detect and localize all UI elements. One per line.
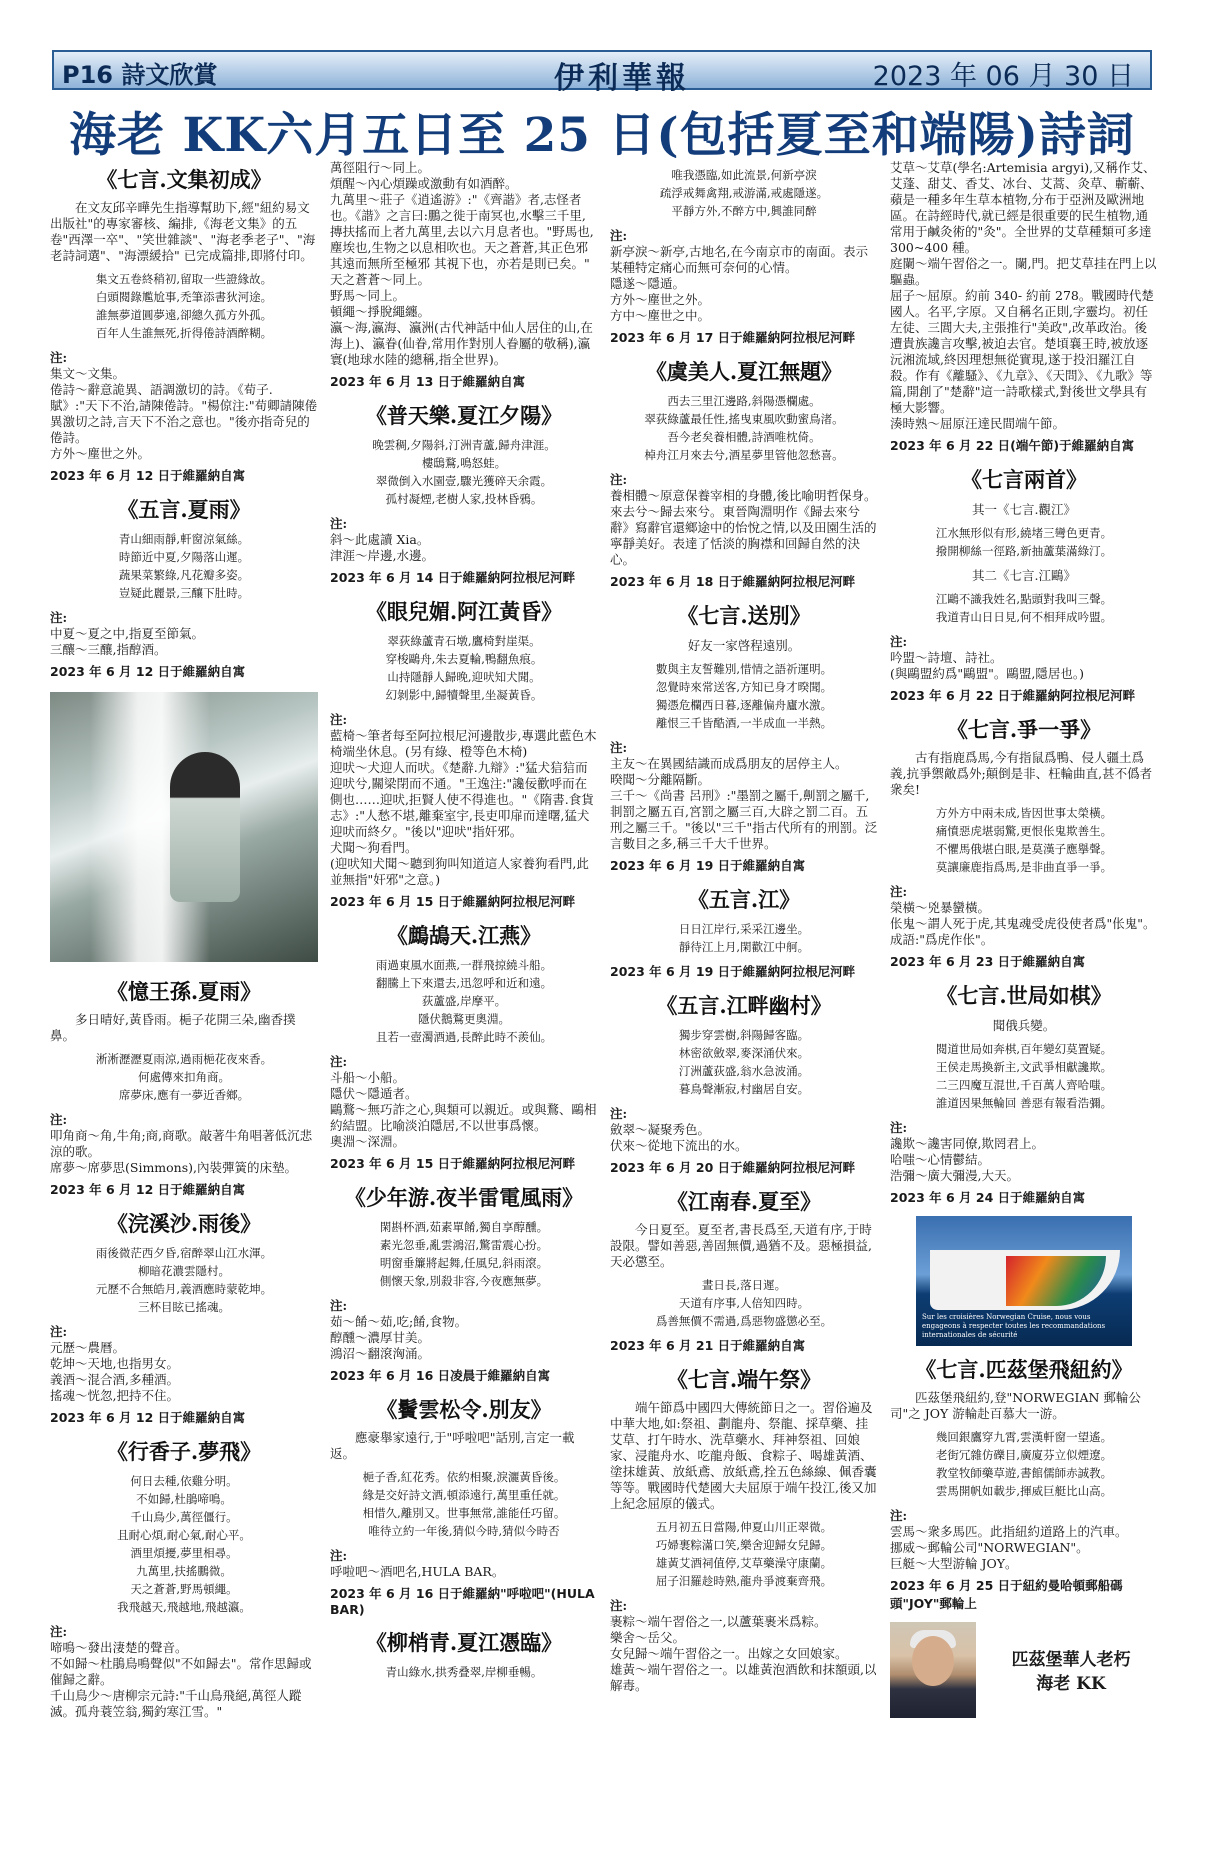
figure-shape (170, 752, 240, 902)
poem (610, 920, 878, 956)
article-title: 《虞美人.夏江無題》 (645, 359, 843, 384)
article (330, 1627, 598, 1681)
note: 茹～餚～茹,吃;餚,食物。 (330, 1314, 468, 1329)
note: (與鷗盟約爲"鷗盟"。鷗盟,隱居也。) (890, 666, 1084, 681)
poem-line: 江水無形似有形,繞堵三彎色更青。 (935, 526, 1113, 540)
article-subtitle: 其二《七言.江鷗》 (972, 568, 1076, 583)
article-title: 《七言.匹茲堡飛紐約》 (915, 1357, 1133, 1382)
note: 伏來～從地下流出的水。 (610, 1138, 748, 1153)
note: 裹粽～端午習俗之一,以蘆葉裹米爲粽。 (610, 1614, 827, 1629)
article (330, 1182, 598, 1384)
poem-line: 二三四魔互混世,千百萬人齊哈嗤。 (935, 1078, 1113, 1092)
article-date: 2023 年 6 月 16 日于維羅納"呼啦吧"(HULA BAR) (330, 1586, 595, 1617)
poem (890, 590, 1158, 626)
author-line: 匹茲堡華人老朽 (1011, 1650, 1131, 1670)
poem-line: 莫讓廉鹿指爲馬,是非曲直爭一爭。 (935, 860, 1113, 874)
note: 女兒歸～端午習俗之一。出嫁之女回娘家。 (610, 1646, 848, 1661)
note: 吟盟～詩壇、詩社。 (890, 650, 1003, 665)
poem-line: 幻剝影中,歸犢聲里,坐凝黃昏。 (385, 688, 543, 702)
page-headline: 海老 KK六月五日至 25 日(包括夏至和端陽)詩詞 (69, 108, 1135, 158)
note: 養相體～原意保養宰相的身體,後比喻明哲保身。 (610, 488, 877, 503)
poem-line: 晝日長,落日遲。 (701, 1278, 787, 1292)
article-date: 2023 年 6 月 18 日于維羅納阿拉根尼河畔 (610, 574, 856, 589)
poem-line: 青山細雨靜,軒窗涼氣絲。 (118, 532, 250, 546)
note: 樂舍～岳父。 (610, 1630, 686, 1645)
poem-line: 雲馬開帆如載步,揮威巨艇比山高。 (935, 1484, 1113, 1498)
note: 天之蒼蒼～同上。 (330, 272, 431, 287)
poem (610, 1518, 878, 1590)
article (890, 464, 1158, 704)
article-date: 2023 年 6 月 14 日于維羅納阿拉根尼河畔 (330, 570, 576, 585)
note: 方外～塵世之外。 (50, 446, 151, 461)
poem-line: 五月初五日當陽,伸夏山川正翠微。 (655, 1520, 833, 1534)
poem (610, 1026, 878, 1098)
poem-line: 千山鳥少,萬徑僵行。 (130, 1510, 238, 1524)
note: 倦詩～辭意詭異、語調激切的詩。《荀子.賦》:"天下不治,請陳倦詩。"楊倞注:"荀卿請陳倦異激切之詩,言天下不治之意也。"後亦指奇兒的倦詩。 (50, 382, 318, 445)
poem-line: 梔子香,紅花秀。依約相聚,淚灑黃昏後。 (362, 1470, 566, 1484)
note: 鷗鶩～無巧詐之心,與類可以親近。或與鶩、鷗相約結盟。比喻淡泊隱居,不以世事爲懷。 (330, 1102, 597, 1133)
article (610, 1186, 878, 1354)
poem-line: 林密欲斂翠,麥深涌伏來。 (678, 1046, 810, 1060)
note: 席夢～席夢思(Simmons),內裝彈簧的床墊。 (50, 1160, 297, 1175)
page-banner (52, 50, 1152, 96)
poem-line: 素光忽垂,亂雲鴻沼,驚雷震心扮。 (379, 1238, 549, 1252)
note: 萬徑阻行～同上。 (330, 160, 431, 175)
article-date: 2023 年 6 月 20 日于維羅納阿拉根尼河畔 (610, 1160, 856, 1175)
author-photo (890, 1622, 976, 1718)
poem-line: 翠荻綠蘆青石墩,鷹椅對崖渠。 (387, 634, 541, 648)
notes-label: 注: (890, 884, 908, 899)
poem-line: 樓鴟鶩,鳴怒蛙。 (421, 456, 507, 470)
notes-label: 注: (330, 1054, 348, 1069)
poem (890, 1428, 1158, 1500)
note: 迎吠～犬迎人而吠。《楚辭.九辯》:"猛犬狺狺而迎吠兮,關梁閉而不通。"王逸注:"讒佞歡呼而在側也……迎吠,拒賢人使不得進也。"《隋書.食貨志》:"人愁不堪,離棄室宇,長吏叩扉而達曙,猛犬迎吠而終夕。"後以"迎吠"指奸邪。 (330, 760, 594, 839)
note: 九萬里～莊子《逍遙游》:"《齊諧》者,志怪者也。《諧》之言曰:鵬之徙于南冥也,水擊三千里,摶扶搖而上者九萬里,去以六月息者也。"野馬也,塵埃也,生物之以息相吹也。天之蒼蒼,其正色邪 其遠而無所至極邪 其視下也，亦若是則已矣。" (330, 192, 594, 271)
notes-label: 注: (50, 1324, 68, 1339)
note: 集文～文集。 (50, 366, 126, 381)
poem-line: 方外方中兩未成,皆因世事太榮橫。 (935, 806, 1113, 820)
face-shape (912, 1636, 954, 1686)
notes-label: 注: (610, 740, 628, 755)
poem-line: 且耐心煩,耐心氣,耐心平。 (117, 1528, 251, 1542)
issue-date: 2023 年 06 月 30 日 (872, 61, 1134, 92)
poem-line: 隱伏鵝鶩更奧淵。 (418, 1012, 510, 1026)
article-date: 2023 年 6 月 12 日于維羅納自寓 (50, 468, 246, 483)
poem-line: 王侯走馬換新主,文武爭相獻讒欺。 (935, 1060, 1113, 1074)
note: 中夏～夏之中,指夏至節氣。 (50, 626, 204, 641)
article-subtitle: 好友一家啓程遠別。 (687, 638, 801, 653)
poem-line: 集文五卷終稍初,留取一些證緣故。 (95, 272, 273, 286)
note: (迎吠知犬聞～聽到狗叫知道這人家養狗看門,此並無指"奸邪"之意。) (330, 856, 589, 887)
note: 榮橫～兇暴蠻橫。 (890, 900, 991, 915)
article-title: 《江南春.夏至》 (666, 1189, 822, 1214)
note: 啼鳴～發出淒楚的聲音。 (50, 1640, 188, 1655)
poem-line: 唯我憑臨,如此流景,何新亭淚 (671, 168, 817, 182)
note: 挪威～郵輪公司"NORWEGIAN"。 (890, 1540, 1089, 1555)
note: 斂翠～凝聚秀色。 (610, 1122, 711, 1137)
poem-line: 側懷天象,別殺非容,今夜應無夢。 (379, 1274, 549, 1288)
article-intro: 端午節爲中國四大傳統節日之一。習俗遍及中華大地,如:祭祖、劃龍舟、祭龍、採草藥、挂艾草、打午時水、洗草藥水、拜神祭祖、回娘家、浸龍舟水、吃龍舟飯、食粽子、喝雄黃酒、塗抹雄黃、放紙鳶、放紙鳶,拴五色絲線、佩香囊等等。戰國時代楚國大夫屈原于端午投江,後又加上紀念屈原的儀式。 (610, 1400, 877, 1511)
article-title: 《七言.送別》 (677, 603, 811, 628)
note: 伥鬼～謂人死于虎,其鬼魂受虎役使者爲"伥鬼"。成語:"爲虎作伥"。 (890, 916, 1156, 947)
notes-label: 注: (330, 516, 348, 531)
notes-label: 注: (610, 1106, 628, 1121)
poem-line: 誰道因果無輪回 善惡有報看浩彌。 (935, 1096, 1113, 1110)
article-title: 《七言兩首》 (961, 467, 1087, 492)
notes-label: 注: (50, 1112, 68, 1127)
poem-line: 撥開柳絲一徑路,新抽蘆葉滿綠汀。 (935, 544, 1113, 558)
article-intro: 在文友邱辛曄先生指導幫助下,經"紐約易文出版社"的專家審核、編排,《海老文集》的五卷"西澤一卒"、"笑世雜談"、"海老季老子"、"海老詩詞選"、"海漂緩拾" 已完成篇排,即將付印。 (50, 200, 316, 263)
article-title: 《鬢雲松令.別友》 (376, 1397, 552, 1422)
article-title: 《七言.世局如棋》 (936, 983, 1112, 1008)
article-title: 《七言.端午祭》 (666, 1367, 822, 1392)
article (610, 600, 878, 874)
article-intro: 多日晴好,黃昏雨。梔子花開三朵,幽香撲鼻。 (50, 1012, 296, 1043)
article (50, 1436, 318, 1720)
article-date: 2023 年 6 月 16 日凌晨于維羅納自寓 (330, 1368, 551, 1383)
poem-line: 雨後微茫西夕昏,宿醉翠山江水渾。 (95, 1246, 273, 1260)
poem-line: 江鷗不識我姓名,點頭對我叫三聲。 (935, 592, 1113, 606)
article-title: 《七言.文集初成》 (96, 167, 272, 192)
poem-line: 閱道世局如奔棋,百年變幻莫置疑。 (935, 1042, 1113, 1056)
article-title: 《少年游.夜半雷電風雨》 (344, 1185, 584, 1210)
poem-line: 天之蒼蒼,野馬頓繩。 (130, 1582, 238, 1596)
poem-line: 緣是交好詩文酒,頓添遠行,萬里重任就。 (362, 1488, 566, 1502)
article-date: 2023 年 6 月 12 日于維羅納自寓 (50, 1410, 246, 1425)
note: 奧淵～深淵。 (330, 1134, 406, 1149)
article (610, 990, 878, 1176)
notes-label: 注: (50, 610, 68, 625)
poem-line: 白頭閱錄尷尬事,禿筆添書狄河途。 (95, 290, 273, 304)
poem-line: 忽覺時來常送客,方知已身才暌聞。 (655, 680, 833, 694)
article-date: 2023 年 6 月 24 日于維羅納自寓 (890, 1190, 1086, 1205)
article-subtitle: 其一《七言.觀江》 (972, 502, 1076, 517)
article-date: 2023 年 6 月 25 日于紐約曼哈頓郵船碼頭"JOY"郵輪上 (890, 1578, 1123, 1611)
cruise-ship-photo (916, 1216, 1132, 1346)
paper-name: 伊利華報 (554, 61, 690, 96)
article (890, 980, 1158, 1206)
notes-label: 注: (330, 712, 348, 727)
poem (50, 1050, 318, 1104)
poem (50, 1244, 318, 1316)
poem (330, 1468, 598, 1540)
article-date: 2023 年 6 月 12 日于維羅納自寓 (50, 664, 246, 679)
poem (890, 1040, 1158, 1112)
poem-line: 唯待立約一年後,猜似今時,猜似今時否 (368, 1524, 560, 1538)
note: 叩角商～角,牛角;商,商歌。敲著牛角唱著低沉悲涼的歌。 (50, 1128, 313, 1159)
note: 三千～《尚書 呂刑》:"墨罰之屬千,劓罰之屬千,剕罰之屬五百,宮罰之屬三百,大辟之罰二百。五刑之屬三千。"後以"三千"指古代所有的刑罰。泛言數目之多,稱三千大千世界。 (610, 788, 878, 851)
notes-label: 注: (890, 1120, 908, 1135)
note: 津涯～岸邊,水邊。 (330, 548, 434, 563)
note: 醇醺～濃厚甘美。 (330, 1330, 431, 1345)
poem-line: 翠微倒入水園壹,驟光獲碎天余霞。 (375, 474, 553, 488)
note: 隱遂～隱遁。 (610, 276, 686, 291)
article (330, 400, 598, 586)
notes-label: 注: (610, 228, 628, 243)
article-continued (330, 160, 598, 390)
note: 巨艇～大型游輪 JOY。 (890, 1556, 1018, 1571)
article-date: 2023 年 6 月 15 日于維羅納阿拉根尼河畔 (330, 894, 576, 909)
poem-line: 痛憤惡虎堪弱驚,更恨伥鬼欺善生。 (935, 824, 1113, 838)
poem-line: 教堂牧師藥草遊,書館儒師赤誠教。 (935, 1466, 1113, 1480)
poem (610, 392, 878, 464)
note: 主友～在異國結識而成爲朋友的居停主人。 (610, 756, 848, 771)
notes-label: 注: (610, 472, 628, 487)
notes-label: 注: (330, 1298, 348, 1313)
poem-line: 屈子汨羅趁時熟,龍舟爭渡棄齊飛。 (655, 1574, 833, 1588)
poem-line: 酒里煩擾,夢里相尋。 (130, 1546, 238, 1560)
article-title: 《鷓鴣天.江燕》 (386, 923, 542, 948)
column-4 (890, 160, 1158, 1860)
poem-line: 汀洲蘆荻盛,翁水急波涌。 (678, 1064, 810, 1078)
author-name (986, 1648, 1156, 1696)
poem-line: 雨過東風水面燕,一群飛掠繞斗船。 (375, 958, 553, 972)
note: 讒欺～讒害同僚,欺罔君上。 (890, 1136, 1044, 1151)
article (50, 164, 318, 484)
poem-line: 百年人生誰無死,折得倦詩酒醉糊。 (95, 326, 273, 340)
article-title: 《眼兒媚.阿江黃昏》 (365, 599, 563, 624)
poem-line: 不懼馬俄堪白眼,是莫漢子應擧聲。 (935, 842, 1113, 856)
poem (330, 1218, 598, 1290)
article-intro: 應豪舉家遠行,于"呼啦吧"話別,言定一載返。 (330, 1430, 575, 1461)
article (330, 596, 598, 910)
article (610, 884, 878, 980)
note: 不如歸～杜鵑鳥鳴聲似"不如歸去"。常作思歸或催歸之辭。 (50, 1656, 312, 1687)
poem-line: 棹舟江月來去兮,酒星夢里管他忽愁喜。 (644, 448, 844, 462)
article-title: 《浣溪沙.雨後》 (106, 1211, 262, 1236)
poem-line: 三杯目眩已搖魂。 (138, 1300, 230, 1314)
photo-caption: Sur les croisières Norwegian Cruise, nous vous engageons à respecter toutes les recommandations internationales de sécurité (922, 1313, 1106, 1339)
author-line: 海老 KK (1036, 1674, 1106, 1694)
poem (50, 1472, 318, 1616)
notes-label: 注: (890, 634, 908, 649)
poem-line: 九萬里,扶搖鵬微。 (136, 1564, 232, 1578)
poem-line: 我飛越天,飛越地,飛越瀛。 (117, 1600, 251, 1614)
poem-line: 雄黃艾酒祠值停,艾草藥澡守康蘭。 (655, 1556, 833, 1570)
poem-line: 爲善無價不需過,爲惡物盛懲必至。 (655, 1314, 833, 1328)
poem (610, 660, 878, 732)
poem-line: 不如歸,杜鵑啼鳴。 (136, 1492, 232, 1506)
note: 犬聞～狗看門。 (330, 840, 418, 855)
poem (50, 270, 318, 342)
note: 屈子～屈原。約前 340- 約前 278。戰國時代楚國人。名平,字原。又自稱名正則,字靈均。初任左徒、三閭大夫,主張推行"美政",改革政治。後遭貴族讒言攻擊,被迫去官。楚頃襄王時,被放逐沅湘流域,終因理想無從實現,遂于投汨羅江自殺。作有《離騷》、《九章》、《天問》、《九歌》等篇,開創了"楚辭"這一詩歌樣式,對後世文學具有極大影響。 (890, 288, 1154, 415)
article-title: 《憶王孫.夏雨》 (106, 979, 262, 1004)
note: 乾坤～天地,也指男女。 (50, 1356, 179, 1371)
poem-line: 晚雲稠,夕陽斜,汀洲青蘆,歸舟津涯。 (372, 438, 556, 452)
article-date: 2023 年 6 月 19 日于維羅納自寓 (610, 858, 806, 873)
article-title: 《五言.江畔幽村》 (656, 993, 832, 1018)
poem (610, 166, 878, 220)
note: 千山鳥少～唐柳宗元詩:"千山鳥飛絕,萬徑人蹤滅。孤舟蓑笠翁,獨釣寒江雪。" (50, 1688, 302, 1719)
note: 艾草～艾草(學名:Artemisia argyi),又稱作艾、艾蓬、甜艾、香艾、冰台、艾蒿、灸草、蘄蘄、蘋是一種多年生草本植物,分布于亞洲及歐洲地區。在詩經時代,就已經是很重要的民生植物,通常用于鹹灸術的"灸"。全世界的艾草種類可多達 300~400 種。 (890, 160, 1156, 255)
article-title: 《行香子.夢飛》 (106, 1439, 262, 1464)
poem-line: 幾回銀鷹穿九霄,雲漢軒窗一望遙。 (935, 1430, 1113, 1444)
poem-line: 數與主友誓難別,惜情之語祈運明。 (655, 662, 833, 676)
poem-line: 誰無夢道圓夢遠,卻總久孤方外孤。 (95, 308, 273, 322)
author-block (890, 1622, 1158, 1722)
poem-line: 獨憑危欄西日暮,逐離偏舟廬水激。 (655, 698, 833, 712)
article-date: 2023 年 6 月 15 日于維羅納阿拉根尼河畔 (330, 1156, 576, 1171)
article (50, 1208, 318, 1426)
poem (330, 436, 598, 508)
section-label: P16 詩文欣賞 (62, 61, 218, 89)
article-date: 2023 年 6 月 12 日于維羅納自寓 (50, 1182, 246, 1197)
note: 斜～此處讀 Xia。 (330, 532, 430, 547)
poem-line: 元歷不合無皓月,義酒應時蒙乾坤。 (95, 1282, 273, 1296)
note: 野馬～同上。 (330, 288, 406, 303)
article (50, 494, 318, 680)
article-continued (890, 160, 1158, 454)
poem-line: 閑斟杯酒,茹素單餚,獨自享醇醺。 (379, 1220, 549, 1234)
poem-line: 何日去種,依雞分明。 (130, 1474, 238, 1488)
note: 煩醒～內心煩躁或激動有如酒醉。 (330, 176, 518, 191)
poem (890, 524, 1158, 560)
poem-line: 我道青山日日見,何不相拜成吟盟。 (935, 610, 1113, 624)
note: 浩彌～廣大彌漫,大天。 (890, 1168, 1019, 1183)
poem-line: 席夢床,應有一夢近香鄉。 (118, 1088, 250, 1102)
article-date: 2023 年 6 月 21 日于維羅納自寓 (610, 1338, 806, 1353)
article-title: 《柳梢青.夏江憑臨》 (365, 1630, 563, 1655)
note: 新亭淚～新亭,古地名,在今南京市的南面。表示某種特定痛心而無可奈何的心情。 (610, 244, 868, 275)
column-2 (330, 160, 598, 1860)
article-title: 《普天樂.夏江夕陽》 (365, 403, 563, 428)
poem-line: 老街冗雜仿礫目,廣廈芬立似煙遼。 (935, 1448, 1113, 1462)
note: 湊時熟～屈原汪達民間端午節。 (890, 416, 1066, 431)
article-title: 《七言.爭一爭》 (946, 717, 1102, 742)
note: 庭闌～端午習俗之一。闌,門。把艾草挂在門上以驅蟲。 (890, 256, 1157, 287)
article-date: 2023 年 6 月 22 日于維羅納阿拉根尼河畔 (890, 688, 1136, 703)
article (890, 1354, 1158, 1612)
note: 方中～塵世之中。 (610, 308, 711, 323)
notes-label: 注: (330, 1548, 348, 1563)
article-intro: 古有指鹿爲馬,今有指鼠爲鴨、侵人疆土爲義,抗爭禦敵爲外;顛倒是非、枉輪曲直,甚不僞者衆矣! (890, 750, 1153, 797)
poem-line: 吾今老矣養相體,詩酒唯枕倚。 (667, 430, 821, 444)
article-intro: 今日夏至。夏至者,書長爲至,天道有序,于時設限。譬如善惡,善固無價,過猶不及。惡極損益,天必懲至。 (610, 1222, 872, 1269)
note: 哈嗤～心情鬱結。 (890, 1152, 991, 1167)
note: 雄黃～端午習俗之一。以雄黃泡酒飲和抹額頭,以解毒。 (610, 1662, 877, 1693)
notes-label: 注: (50, 350, 68, 365)
article-date: 2023 年 6 月 19 日于維羅納阿拉根尼河畔 (610, 964, 856, 979)
poem (330, 956, 598, 1046)
article-date: 2023 年 6 月 13 日于維羅納自寓 (330, 374, 526, 389)
poem-line: 離恨三千皆酷酒,一半成血一半熱。 (655, 716, 833, 730)
poem (50, 530, 318, 602)
poem-line: 暮鳥聲漸寂,村幽居自安。 (678, 1082, 810, 1096)
poem-line: 靜待江上月,閑歡江中舸。 (678, 940, 810, 954)
note: 義酒～混合酒,多種酒。 (50, 1372, 179, 1387)
poem-line: 西去三里江邊路,斜陽憑欄處。 (667, 394, 821, 408)
note: 暌聞～分離隔斷。 (610, 772, 711, 787)
article (610, 1364, 878, 1694)
poem-line: 蔬果菜繁綠,凡花瓣多姿。 (118, 568, 250, 582)
poem-line: 且若一壺濁酒過,長醉此時不羨仙。 (375, 1030, 553, 1044)
note: 三釀～三釀,指醇酒。 (50, 642, 167, 657)
article-title: 《五言.夏雨》 (117, 497, 251, 522)
poem-line: 天道有序事,人倍知四時。 (678, 1296, 810, 1310)
poem-line: 相惜久,離別又。世事無常,誰能任巧留。 (362, 1506, 566, 1520)
poem-line: 巧婦裹粽滿口笑,樂舍迎歸女兒歸。 (655, 1538, 833, 1552)
poem-line: 翠荻綠蘆最任性,搖曳東風吹動蜜鳥渚。 (644, 412, 844, 426)
note: 方外～塵世之外。 (610, 292, 711, 307)
article-date: 2023 年 6 月 23 日于維羅納自寓 (890, 954, 1086, 969)
poem-line: 豈疑此麗景,三釀下肚時。 (118, 586, 250, 600)
note: 元歷～農曆。 (50, 1340, 126, 1355)
poem-line: 日日江岸行,采采江邊坐。 (678, 922, 810, 936)
poem (890, 804, 1158, 876)
poem-line: 荻蘆盛,岸摩平。 (421, 994, 507, 1008)
poem (610, 1276, 878, 1330)
note: 頓繩～掙脫繩纏。 (330, 304, 431, 319)
article-date: 2023 年 6 月 22 日(端午節)于維羅納自寓 (890, 438, 1135, 453)
poem-line: 青山綠水,拱秀叠翠,岸柳垂暢。 (385, 1665, 543, 1679)
note: 搖魂～恍忽,把持不住。 (50, 1388, 179, 1403)
poem-line: 明窗垂簾將起舞,任風兒,斜雨滾。 (379, 1256, 549, 1270)
poem-line: 淅淅瀝瀝夏雨涼,過雨梔花夜來香。 (95, 1052, 273, 1066)
waterfall-woman-photo (50, 692, 318, 962)
article-date: 2023 年 6 月 17 日于維羅納阿拉根尼河畔 (610, 330, 856, 345)
poem-line: 穿梭鷗舟,朱去夏輪,鴨翻魚痕。 (385, 652, 543, 666)
article-subtitle: 聞俄兵變。 (992, 1018, 1056, 1033)
article-continued (610, 166, 878, 346)
poem-line: 疏浮戒舞禽翔,戒游滿,戒處隱遂。 (659, 186, 829, 200)
note: 鴻沼～翻滾洶涌。 (330, 1346, 431, 1361)
article (330, 920, 598, 1172)
article (50, 976, 318, 1198)
article-title: 《五言.江》 (687, 887, 801, 912)
article (890, 714, 1158, 970)
poem-line: 平靜方外,不醉方中,興誰同醉 (671, 204, 817, 218)
note: 來去兮～歸去來兮。東晉陶淵明作《歸去來兮辭》寫辭官還鄉途中的怡悅之情,以及田園生活的寧靜美好。表達了恬淡的胸襟和回歸自然的決心。 (610, 504, 877, 567)
column-1 (50, 160, 318, 1860)
note: 瀛～海,瀛海、瀛洲(古代神話中仙人居住的山,在海上)、瀛眷(仙眷,常用作對別人眷屬的敬稱),瀛寰(地球水陸的總稱,指全世界)。 (330, 320, 593, 367)
poem-line: 山持隱靜人歸晚,迎吠知犬聞。 (387, 670, 541, 684)
note: 隱伏～隱遁者。 (330, 1086, 418, 1101)
article (610, 356, 878, 590)
note: 呼啦吧～酒吧名,HULA BAR。 (330, 1564, 505, 1579)
poem-line: 孤村凝煙,老樹人家,投林昏鴉。 (385, 492, 543, 506)
column-3 (610, 160, 878, 1860)
poem-line: 柳暗花濃雲隱村。 (138, 1264, 230, 1278)
note: 藍椅～筆者每至阿拉根尼河邊散步,專選此藍色木椅端坐休息。(另有綠、橙等色木椅) (330, 728, 597, 759)
poem (330, 632, 598, 704)
poem-line: 翻騰上下來還去,迅忽呼和近和遠。 (375, 976, 553, 990)
article (330, 1394, 598, 1617)
article-intro: 匹茲堡飛紐約,登"NORWEGIAN 郵輪公司"之 JOY 游輪赴百慕大一游。 (890, 1390, 1141, 1421)
note: 斗船～小船。 (330, 1070, 406, 1085)
note: 雲馬～衆多馬匹。此指紐約道路上的汽車。 (890, 1524, 1128, 1539)
notes-label: 注: (890, 1508, 908, 1523)
notes-label: 注: (50, 1624, 68, 1639)
poem-line: 獨步穿雲樹,斜陽歸客臨。 (678, 1028, 810, 1042)
notes-label: 注: (610, 1598, 628, 1613)
poem (330, 1663, 598, 1681)
poem-line: 時節近中夏,夕陽落山遲。 (118, 550, 250, 564)
poem-line: 何處傳來扣角商。 (138, 1070, 230, 1084)
